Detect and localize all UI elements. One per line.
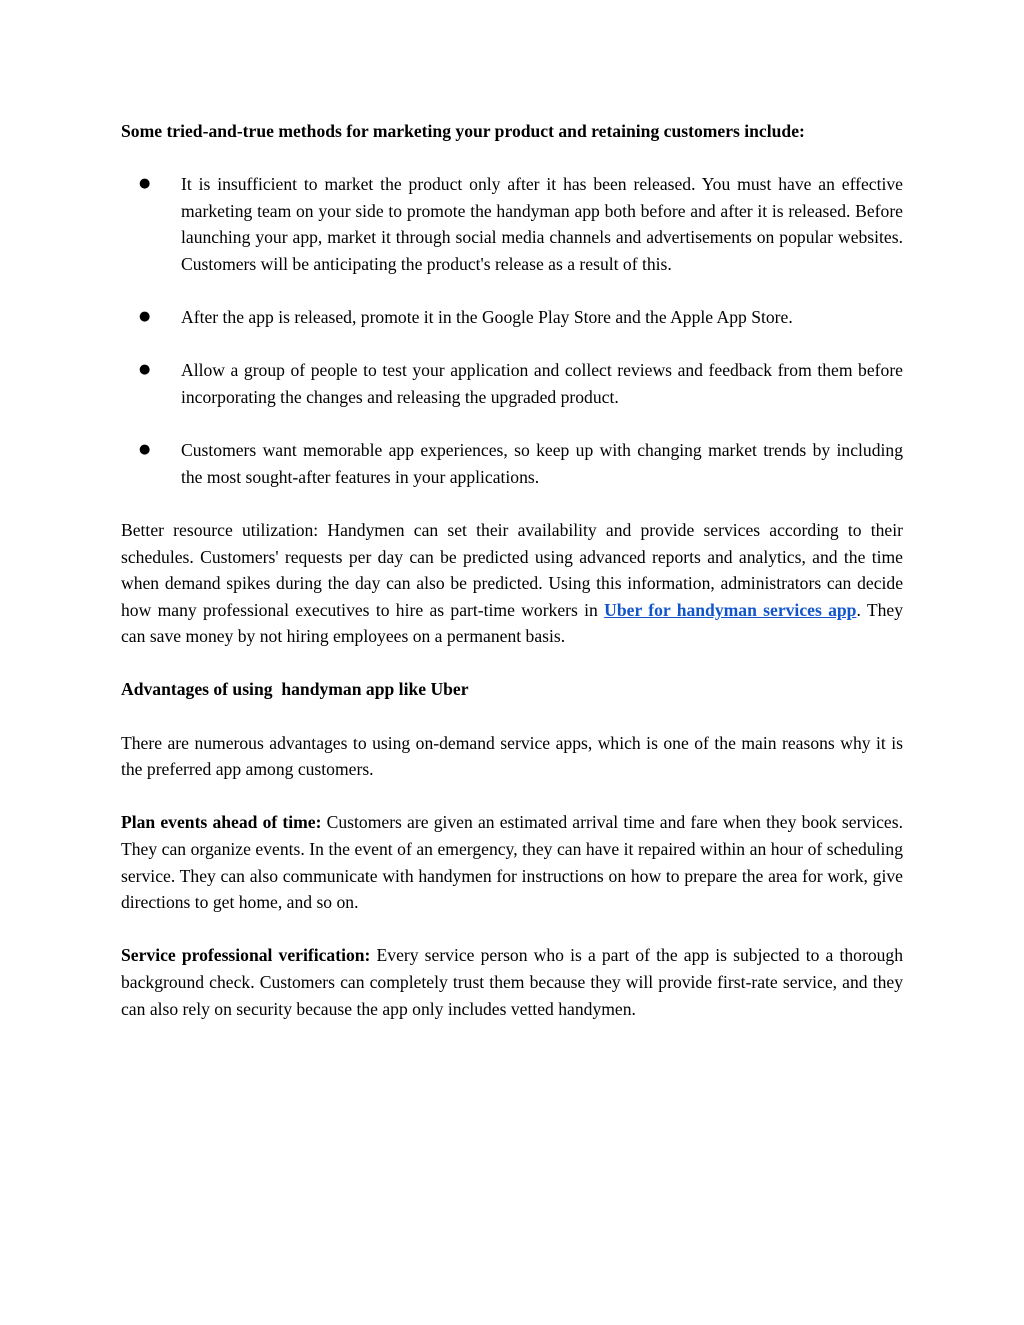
- bullet-icon: ●: [139, 309, 151, 325]
- list-item: [121, 357, 903, 410]
- list-item: [121, 437, 903, 490]
- plan-events-label: Plan events ahead of time:: [121, 812, 322, 833]
- verification-paragraph: [121, 942, 903, 1022]
- paragraph-text: Better resource utilization: Handymen can set their availability and provide services according to their schedules. Customers' requests per day can be predicted using advanced reports and analytics, and the time when demand spikes during the day can also be predicted. Using this information, administrators can decide how many professional executives to hire as part-time workers in: [121, 519, 903, 620]
- paragraph-text: . They can save money by not hiring employees on a permanent basis.: [121, 599, 903, 647]
- spacer: [121, 490, 903, 517]
- spacer: [121, 145, 903, 172]
- spacer: [121, 278, 903, 305]
- plan-events-paragraph: [121, 809, 903, 915]
- bullet-icon: ●: [139, 442, 151, 458]
- bullet-icon: ●: [139, 362, 151, 378]
- paragraph-text: Customers are given an estimated arrival time and fare when they book services. They can organize events. In the event of an emergency, they can have it repaired within an hour of scheduling service. They can also communicate with handymen for instructions on how to prepare the area for work, give directions to get home, and so on.: [121, 812, 903, 913]
- marketing-methods-list: [121, 171, 903, 490]
- list-item: [121, 304, 903, 331]
- spacer: [121, 411, 903, 438]
- document-page: [121, 118, 903, 1022]
- list-item-text: Customers want memorable app experiences, so keep up with changing market trends by including the most sought-after features in your applications.: [181, 440, 903, 487]
- advantages-heading: Advantages of using handyman app like Uber: [121, 679, 469, 700]
- spacer: [121, 916, 903, 943]
- spacer: [121, 650, 903, 677]
- list-item-text: Allow a group of people to test your application and collect reviews and feedback from them before incorporating the changes and releasing the upgraded product.: [181, 360, 903, 407]
- handyman-services-app-link[interactable]: Uber for handyman services app: [604, 599, 857, 620]
- list-item: [121, 171, 903, 277]
- paragraph-text: Every service person who is a part of the app is subjected to a thorough background check. Customers can completely trust them because they will provide first-rate service, and they can also rely on security because the app only includes vetted handymen.: [121, 945, 904, 1019]
- spacer: [121, 703, 903, 730]
- spacer: [121, 331, 903, 358]
- list-item-text: After the app is released, promote it in the Google Play Store and the Apple App Store.: [181, 307, 793, 328]
- resource-utilization-paragraph: [121, 517, 903, 650]
- list-item-text: It is insufficient to market the product only after it has been released. You must have an effective marketing team on your side to promote the handyman app both before and after it is released. Before launching your app, market it through social media channels and advertisements on popular websites. Customers will be anticipating the product's release as a result of this.: [181, 174, 903, 274]
- intro-heading: Some tried-and-true methods for marketing your product and retaining customers include:: [121, 121, 805, 141]
- bullet-icon: ●: [139, 176, 151, 192]
- spacer: [121, 783, 903, 810]
- advantages-intro-paragraph: There are numerous advantages to using on-demand service apps, which is one of the main reasons why it is the preferred app among customers.: [121, 732, 903, 780]
- verification-label: Service professional verification:: [121, 945, 371, 966]
